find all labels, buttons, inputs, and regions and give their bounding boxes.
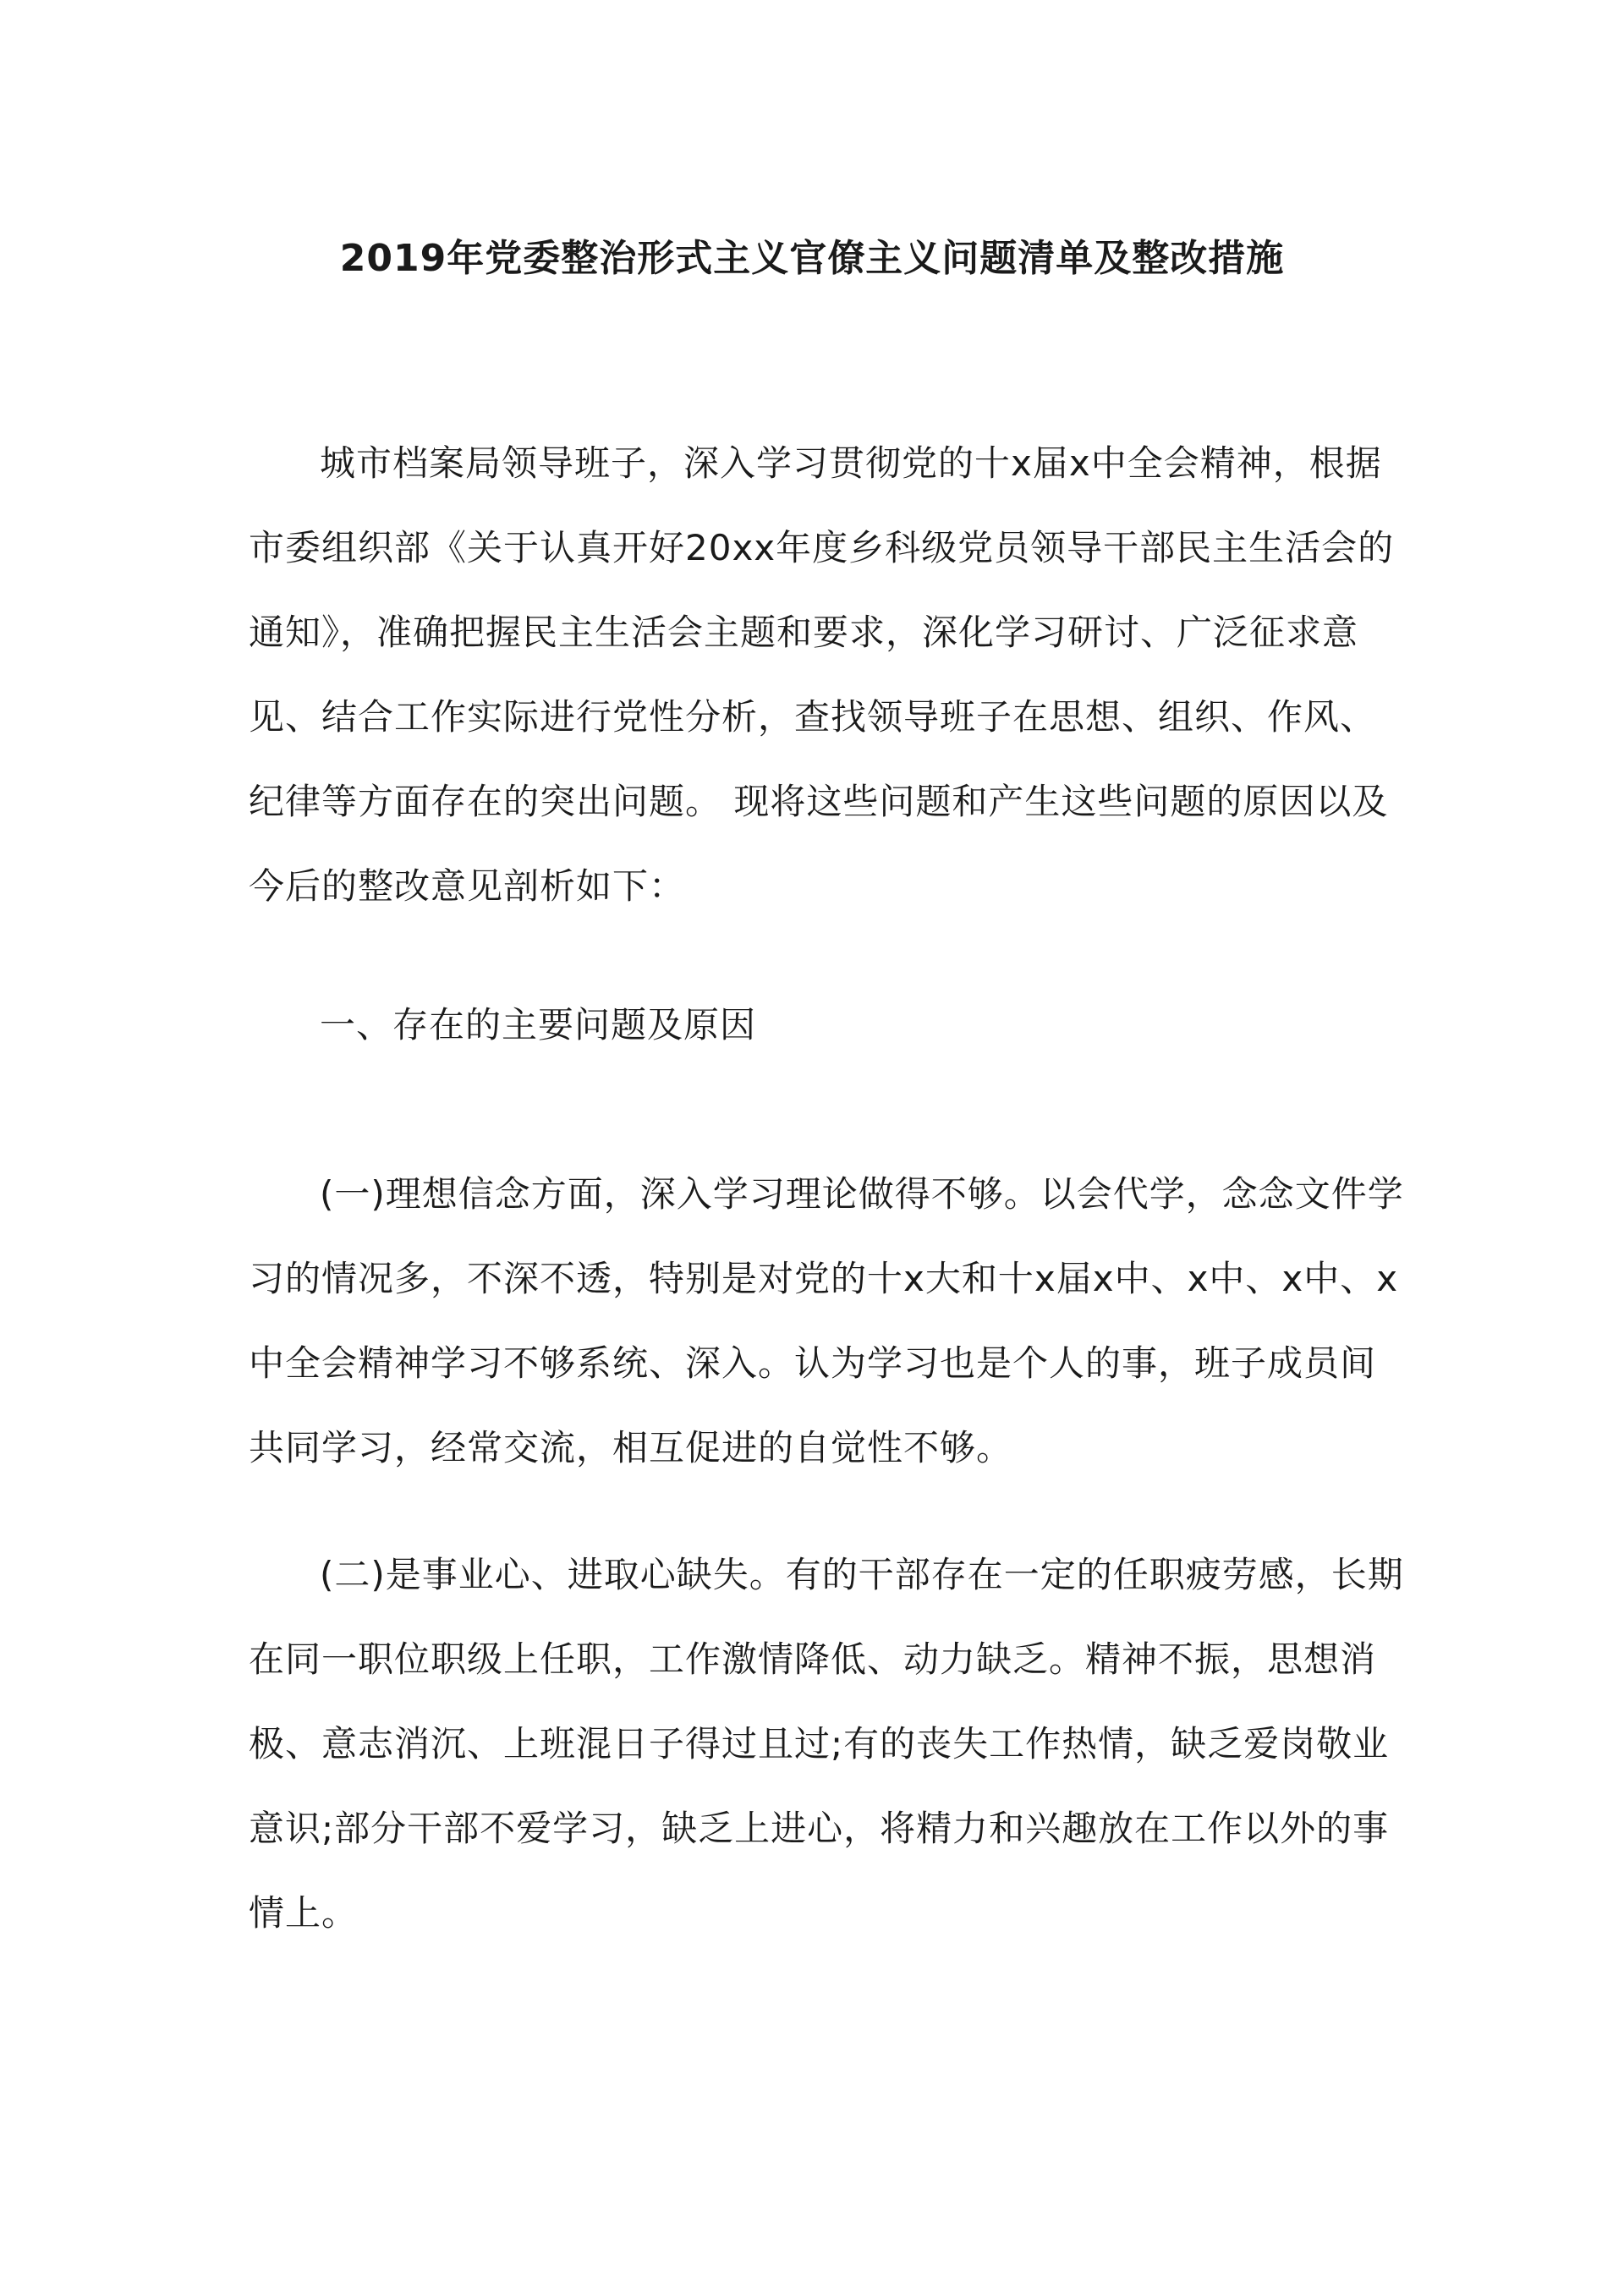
section-2-paragraph: (二)是事业心、进取心缺失。有的干部存在一定的任职疲劳感，长期在同一职位职级上任职，工作激情降低、动力缺乏。精神不振，思想消极、意志消沉、上班混日子得过且过;有的丧失工作热情，缺乏爱岗敬业意识;部分干部不爱学习，缺乏上进心，将精力和兴趣放在工作以外的事情上。 xyxy=(249,1554,1404,1934)
document-title: 2019年党委整治形式主义官僚主义问题清单及整改措施 xyxy=(339,237,1285,280)
intro-paragraph: 城市档案局领导班子，深入学习贯彻党的十x届x中全会精神，根据市委组织部《关于认真开好20xx年度乡科级党员领导干部民主生活会的通知》，准确把握民主生活会主题和要求，深化学习研讨、广泛征求意见、结合工作实际进行党性分析，查找领导班子在思想、组织、作风、纪律等方面存在的突出问题。 现将这些问题和产生这些问题的原因以及今后的整改意见剖析如下： xyxy=(249,442,1395,907)
section-1-paragraph: (一)理想信念方面，深入学习理论做得不够。以会代学，念念文件学习的情况多，不深不透，特别是对党的十x大和十x届x中、x中、x中、x中全会精神学习不够系统、深入。认为学习也是个人的事，班子成员间共同学习，经常交流，相互促进的自觉性不够。 xyxy=(249,1173,1404,1468)
section-heading-problems: 一、存在的主要问题及原因 xyxy=(320,1004,757,1045)
